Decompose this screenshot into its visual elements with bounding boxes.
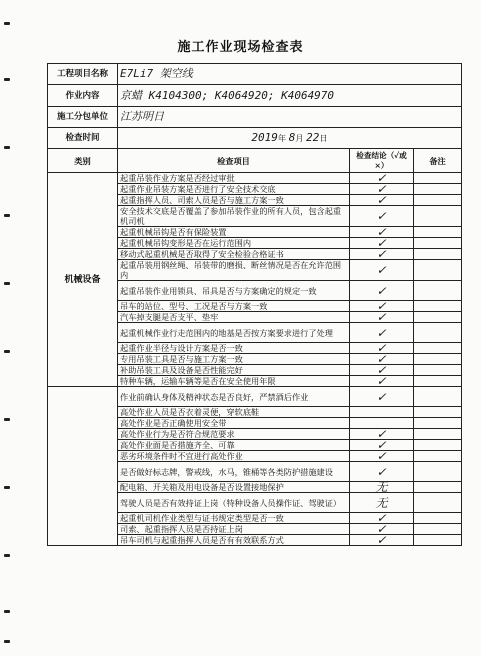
punch-mark bbox=[4, 418, 10, 421]
remark-cell bbox=[414, 249, 462, 260]
check-item: 起重机司机作业类型与证书规定类型是否一致 bbox=[118, 513, 350, 524]
check-time-label: 检查时间 bbox=[48, 128, 118, 149]
remark-cell bbox=[414, 513, 462, 524]
check-mark: ✓ bbox=[350, 195, 414, 206]
remark-cell bbox=[414, 376, 462, 387]
remark-cell bbox=[414, 281, 462, 301]
check-mark: ✓ bbox=[350, 524, 414, 535]
punch-mark bbox=[4, 146, 10, 149]
check-mark: ✓ bbox=[350, 365, 414, 376]
check-mark: ✓ bbox=[350, 513, 414, 524]
check-item: 吊车的站位、型号、工况是否与方案一致 bbox=[118, 301, 350, 312]
punch-mark bbox=[4, 486, 10, 489]
remark-cell bbox=[414, 418, 462, 429]
check-mark: ✓ bbox=[350, 249, 414, 260]
check-item: 专用吊装工具是否与施工方案一致 bbox=[118, 354, 350, 365]
check-item: 起重吊装用钢丝绳、吊装带的磨损、断丝情况是否在允许范围内 bbox=[118, 260, 350, 281]
remark-cell bbox=[414, 260, 462, 281]
remark-cell bbox=[414, 301, 462, 312]
check-mark bbox=[350, 407, 414, 418]
check-year: 2019 bbox=[251, 131, 278, 144]
remark-cell bbox=[414, 493, 462, 513]
check-mark: ✓ bbox=[350, 312, 414, 323]
check-mark: ✓ bbox=[350, 206, 414, 227]
check-item: 起重机械吊钩是否有保险装置 bbox=[118, 227, 350, 238]
check-mark: ✓ bbox=[350, 301, 414, 312]
check-item: 起重吊装作业方案是否经过审批 bbox=[118, 173, 350, 184]
table-row bbox=[48, 173, 462, 184]
remark-cell bbox=[414, 184, 462, 195]
check-mark: ✓ bbox=[350, 343, 414, 354]
check-day: 22 bbox=[306, 131, 320, 144]
check-item: 恶劣环境条件时不宜进行高处作业 bbox=[118, 451, 350, 462]
remark-cell bbox=[414, 451, 462, 462]
check-mark: ✓ bbox=[350, 440, 414, 451]
check-item: 起重作业吊装方案是否进行了安全技术交底 bbox=[118, 184, 350, 195]
remark-cell bbox=[414, 206, 462, 227]
check-item: 汽车掉支腿是否支平、垫牢 bbox=[118, 312, 350, 323]
check-item: 高处作业行为是否符合规范要求 bbox=[118, 429, 350, 440]
remark-cell bbox=[414, 440, 462, 451]
category-cell bbox=[48, 387, 118, 546]
punch-mark bbox=[4, 78, 10, 81]
remark-cell bbox=[414, 227, 462, 238]
check-mark: ✓ bbox=[350, 354, 414, 365]
remark-cell bbox=[414, 343, 462, 354]
check-mark: ✓ bbox=[350, 227, 414, 238]
check-mark: ✓ bbox=[350, 387, 414, 407]
check-item: 起重作业半径与设计方案是否一致 bbox=[118, 343, 350, 354]
check-item: 吊车司机与起重指挥人员是否有有效联系方式 bbox=[118, 535, 350, 546]
check-time-value bbox=[118, 128, 462, 149]
remark-cell bbox=[414, 173, 462, 184]
check-item: 起重机械吊钩变形是否在运行范围内 bbox=[118, 238, 350, 249]
subcontractor-value: 江苏明日 bbox=[118, 107, 462, 128]
check-mark: ✓ bbox=[350, 260, 414, 281]
check-item: 高处作业人员是否衣着灵便，穿软底鞋 bbox=[118, 407, 350, 418]
check-item: 高处作业面是否措施齐全、可靠 bbox=[118, 440, 350, 451]
header-remark: 备注 bbox=[414, 149, 462, 173]
remark-cell bbox=[414, 429, 462, 440]
check-mark: ✓ bbox=[350, 281, 414, 301]
punch-mark bbox=[4, 554, 10, 557]
month-unit: 月 bbox=[295, 133, 304, 143]
check-mark: ✓ bbox=[350, 238, 414, 249]
check-mark: ✓ bbox=[350, 462, 414, 482]
check-mark: ✓ bbox=[350, 173, 414, 184]
table-row bbox=[48, 387, 462, 407]
check-item: 补助吊装工具及设备是否性能完好 bbox=[118, 365, 350, 376]
check-item: 特种车辆，运输车辆等是否在安全使用年限 bbox=[118, 376, 350, 387]
check-item: 配电箱、开关箱及用电设备是否设置接地保护 bbox=[118, 482, 350, 493]
check-mark: ✓ bbox=[350, 323, 414, 343]
project-name-value: E7Li7 架空线 bbox=[118, 64, 462, 85]
remark-cell bbox=[414, 323, 462, 343]
work-content-label: 作业内容 bbox=[48, 85, 118, 107]
check-mark: 无 bbox=[350, 493, 414, 513]
check-mark: ✓ bbox=[350, 535, 414, 546]
remark-cell bbox=[414, 407, 462, 418]
check-item: 驾驶人员是否有效持证上岗（特种设备人员操作证、驾驶证） bbox=[118, 493, 350, 513]
punch-mark bbox=[4, 282, 10, 285]
header-category: 类别 bbox=[48, 149, 118, 173]
punch-mark bbox=[4, 610, 10, 613]
check-item: 作业前确认身体及精神状态是否良好，严禁酒后作业 bbox=[118, 387, 350, 407]
check-item: 司索、起重指挥人员是否持证上岗 bbox=[118, 524, 350, 535]
year-unit: 年 bbox=[277, 133, 287, 143]
remark-cell bbox=[414, 238, 462, 249]
category-cell: 机械设备 bbox=[48, 173, 118, 387]
remark-cell bbox=[414, 365, 462, 376]
project-name-label: 工程项目名称 bbox=[48, 64, 118, 85]
check-item: 起重机械作业行走范围内的地基是否按方案要求进行了处理 bbox=[118, 323, 350, 343]
check-item: 高处作业是否正确使用安全带 bbox=[118, 418, 350, 429]
inspection-table bbox=[47, 63, 462, 546]
punch-mark bbox=[4, 22, 10, 25]
header-result: 检查结论（✓或×） bbox=[350, 149, 414, 173]
check-mark: ✓ bbox=[350, 429, 414, 440]
check-item: 移动式起重机械是否取得了安全检验合格证书 bbox=[118, 249, 350, 260]
punch-mark bbox=[4, 214, 10, 217]
form-title: 施工作业现场检查表 bbox=[177, 40, 304, 55]
check-month: 8 bbox=[288, 131, 296, 144]
remark-cell bbox=[414, 387, 462, 407]
remark-cell bbox=[414, 482, 462, 493]
punch-mark bbox=[4, 640, 10, 643]
remark-cell bbox=[414, 354, 462, 365]
header-item: 检查项目 bbox=[118, 149, 350, 173]
check-mark: 无 bbox=[350, 482, 414, 493]
check-mark: ✓ bbox=[350, 451, 414, 462]
remark-cell bbox=[414, 535, 462, 546]
remark-cell bbox=[414, 312, 462, 323]
work-content-value: 京蜡 K4104300; K4064920; K4064970 bbox=[118, 85, 462, 107]
check-mark: ✓ bbox=[350, 184, 414, 195]
check-item: 是否做好标志牌，警戒线，水马，锥桶等各类防护措施建设 bbox=[118, 462, 350, 482]
remark-cell bbox=[414, 195, 462, 206]
check-mark: ✓ bbox=[350, 376, 414, 387]
check-item: 起重吊装作业用锁具、吊具是否与方案确定的规定一致 bbox=[118, 281, 350, 301]
remark-cell bbox=[414, 524, 462, 535]
remark-cell bbox=[414, 462, 462, 482]
subcontractor-label: 施工分包单位 bbox=[48, 107, 118, 128]
check-item: 安全技术交底是否覆盖了参加吊装作业的所有人员，包含起重机司机 bbox=[118, 206, 350, 227]
day-unit: 日 bbox=[319, 133, 328, 143]
punch-mark bbox=[4, 350, 10, 353]
check-item: 起重指挥人员、司索人员是否与施工方案一致 bbox=[118, 195, 350, 206]
